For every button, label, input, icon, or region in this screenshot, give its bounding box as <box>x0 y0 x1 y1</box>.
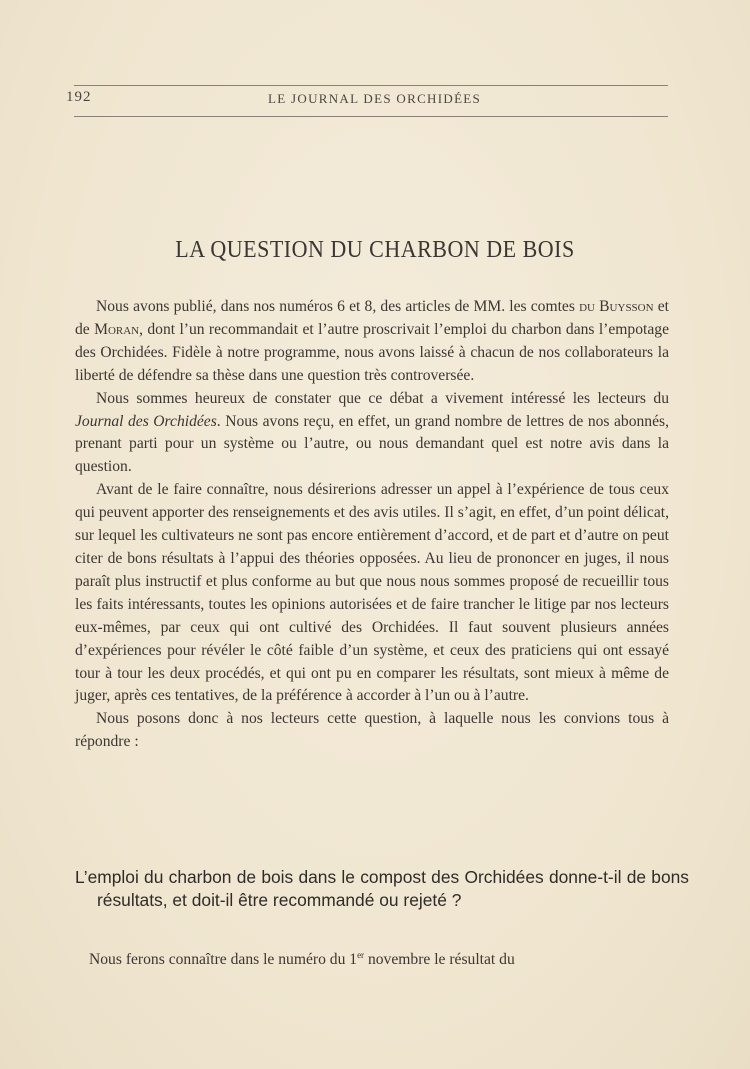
ordinal-superscript: er <box>357 950 365 960</box>
article-title: LA QUESTION DU CHARBON DE BOIS <box>175 234 575 263</box>
paragraph-1-text-b: et de <box>75 298 670 338</box>
author-name-moran: Moran <box>94 320 140 338</box>
page-number: 192 <box>66 89 92 105</box>
author-name-buysson: du Buysson <box>579 298 654 315</box>
paragraph-5-text-a: Nous ferons connaître dans le numéro du 1 <box>89 951 358 969</box>
paragraph-4: Nous posons donc à nos lecteurs cette question, à laquelle nous les convions tous à répondre : <box>75 710 669 751</box>
article-body <box>75 296 669 754</box>
paragraph-5-text-b: novembre le résultat du <box>364 951 515 969</box>
paragraph-3: Avant de le faire connaître, nous désirerions adresser un appel à l’expérience de tous ceux qui peuvent apporter des renseignements et des avis utiles. Il s’agit, en effet, d’un point délicat, sur lequel les cultivateurs ne sont pas encore entièrement d’accord, et de part et d’autre on peut citer de bons résultats à l’appui des théories opposées. Au lieu de prononcer en juges, il nous paraît plus instructif et plus conforme au but que nous nous sommes proposé de recueillir tous les faits intéressants, toutes les opinions autorisées et de faire trancher le litige par nos lecteurs eux-mêmes, par ceux qui ont cultivé des Orchidées. Il faut souvent plusieurs années d’expériences pour révéler le côté faible d’un système, et ceux des praticiens qui ont essayé tour à tour les deux procédés, et qui ont pu en comparer les résultats, sont mieux à même de juger, après ces tentatives, de la préférence à accorder à l’un ou à l’autre. <box>75 481 669 705</box>
paragraph-1-text-a: Nous avons publié, dans nos numéros 6 et 8, des articles de MM. les comtes <box>96 298 580 315</box>
paragraph-5 <box>75 944 669 972</box>
header-bottom-rule <box>74 116 668 117</box>
journal-title-italic: Journal des Orchidées <box>75 412 217 430</box>
paragraph-1-text-c: , dont l’un recommandait et l’autre proscrivait l’emploi du charbon dans l’empotage des Orchidées. Fidèle à notre programme, nous avons laissé à chacun de nos collaborateurs la liberté de défendre sa thèse dans une question très controversée. <box>75 320 669 384</box>
paragraph-1 <box>75 296 669 388</box>
paragraph-2 <box>75 388 669 480</box>
header-top-rule <box>74 85 668 86</box>
running-head: LE JOURNAL DES ORCHIDÉES <box>268 91 482 106</box>
reader-question: L’emploi du charbon de bois dans le compost des Orchidées donne-t-il de bons résultats, et doit-il être recommandé ou rejeté ? <box>75 867 689 910</box>
paragraph-2-text-a: Nous sommes heureux de constater que ce débat a vivement intéressé les lecteurs du <box>96 389 669 407</box>
paragraph-2-text-b: . Nous avons reçu, en effet, un grand nombre de lettres de nos abonnés, prenant parti pour un système ou l’autre, ou nous demandant quel est notre avis dans la question. <box>75 412 669 476</box>
